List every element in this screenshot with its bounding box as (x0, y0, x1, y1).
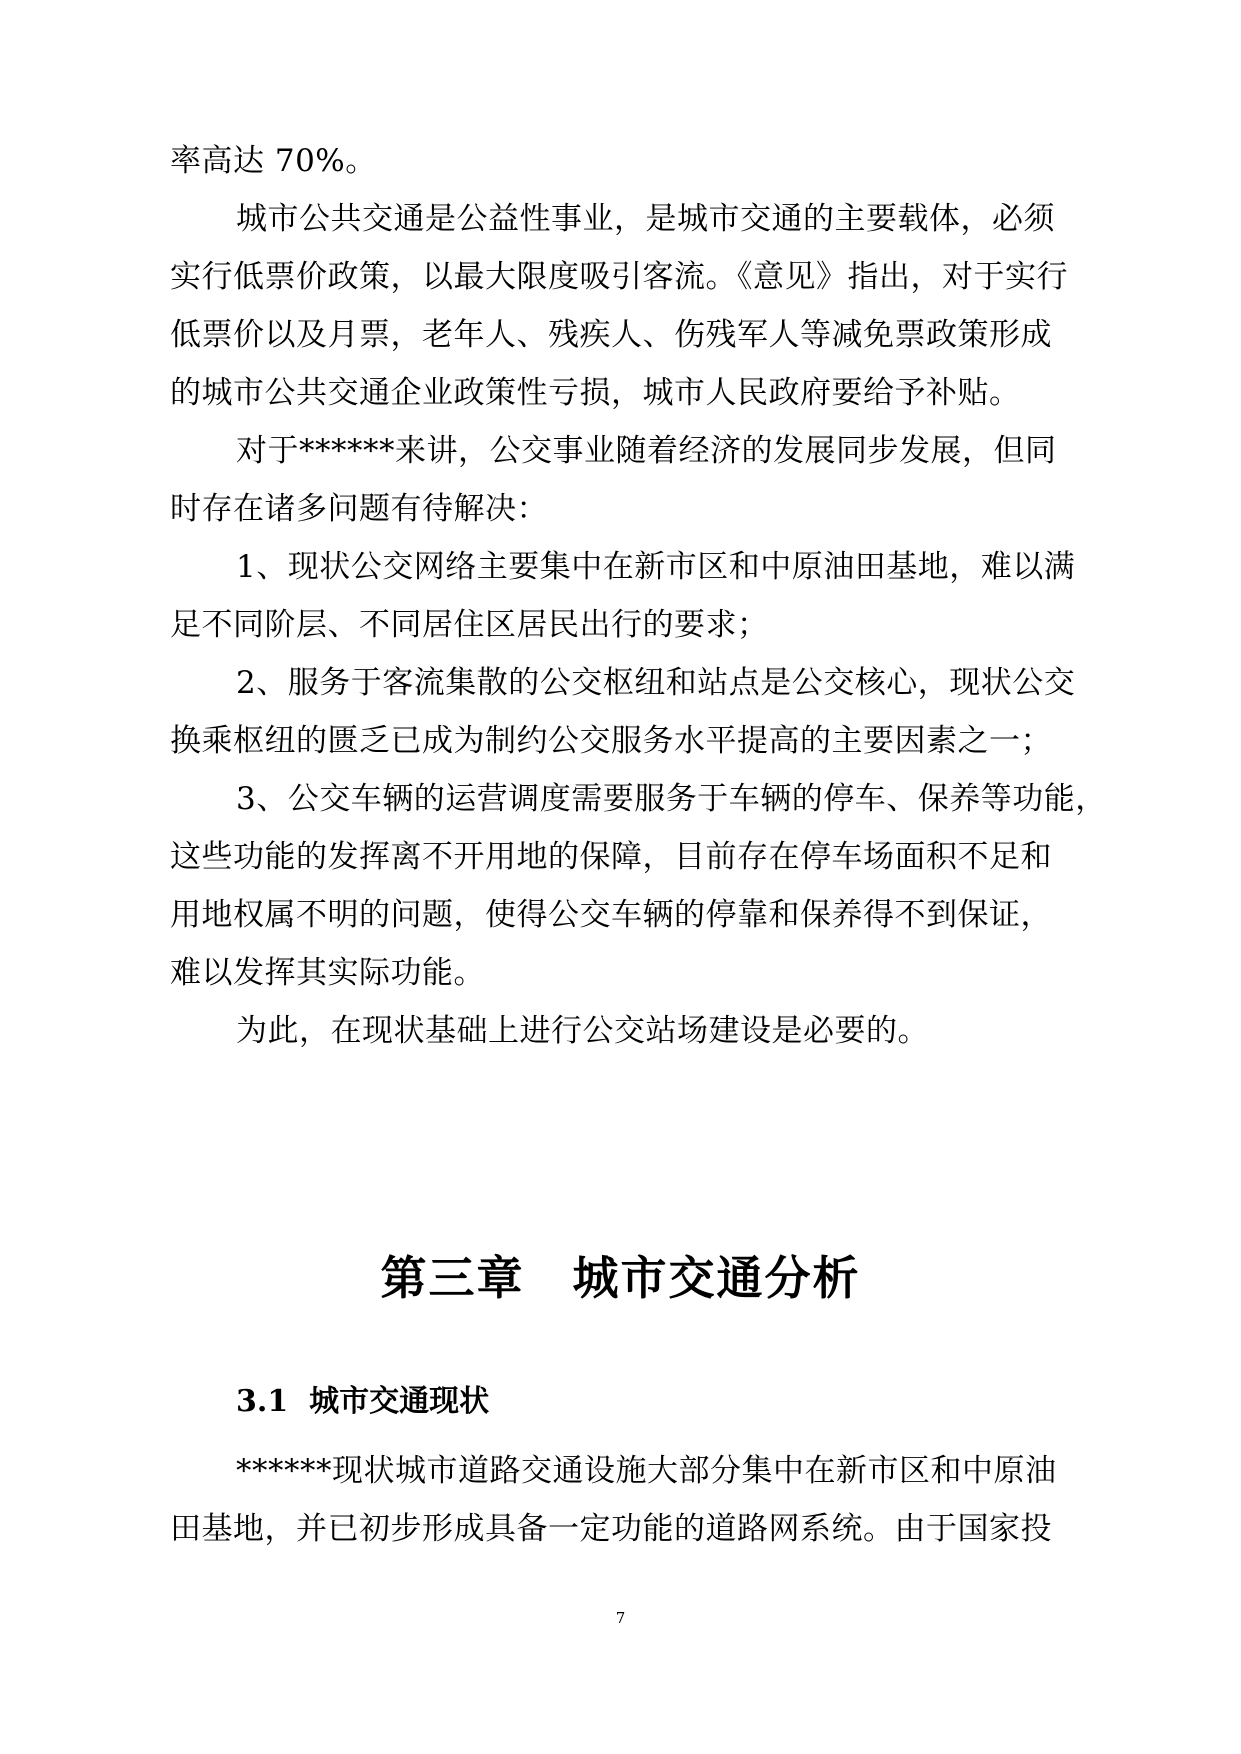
text-line: 时存在诸多问题有待解决： (170, 491, 548, 527)
paragraph-line: 对于******来讲，公交事业随着经济的发展同步发展，但同 (236, 433, 1057, 469)
text-line: 田基地，并已初步形成具备一定功能的道路网系统。由于国家投 (170, 1511, 1052, 1547)
text-line: 低票价以及月票，老年人、残疾人、伤残军人等减免票政策形成 (170, 317, 1052, 353)
paragraph-line: ******现状城市道路交通设施大部分集中在新市区和中原油 (236, 1453, 1057, 1489)
chapter-title: 第三章 城市交通分析 (380, 1251, 861, 1305)
text-line: 的城市公共交通企业政策性亏损，城市人民政府要给予补贴。 (170, 375, 1021, 411)
text-line: 难以发挥其实际功能。 (170, 955, 485, 991)
paragraph-line: 为此，在现状基础上进行公交站场建设是必要的。 (236, 1013, 929, 1049)
text-line: 用地权属不明的问题，使得公交车辆的停靠和保养得不到保证， (170, 897, 1052, 933)
list-item-3: 3、公交车辆的运营调度需要服务于车辆的停车、保养等功能， (236, 781, 1107, 817)
page-number: 7 (615, 1609, 626, 1627)
paragraph-line: 城市公共交通是公益性事业，是城市交通的主要载体，必须 (236, 201, 1055, 237)
text-line: 这些功能的发挥离不开用地的保障，目前存在停车场面积不足和 (170, 839, 1052, 875)
list-item-1: 1、现状公交网络主要集中在新市区和中原油田基地，难以满 (236, 549, 1076, 585)
text-line: 换乘枢纽的匮乏已成为制约公交服务水平提高的主要因素之一； (170, 723, 1052, 759)
text-line: 实行低票价政策，以最大限度吸引客流。《意见》指出，对于实行 (170, 259, 1068, 295)
list-item-2: 2、服务于客流集散的公交枢纽和站点是公交核心，现状公交 (236, 665, 1076, 701)
text-line: 足不同阶层、不同居住区居民出行的要求； (170, 607, 769, 643)
section-heading: 3.1 城市交通现状 (236, 1384, 490, 1419)
text-line: 率高达 70%。 (170, 143, 377, 179)
